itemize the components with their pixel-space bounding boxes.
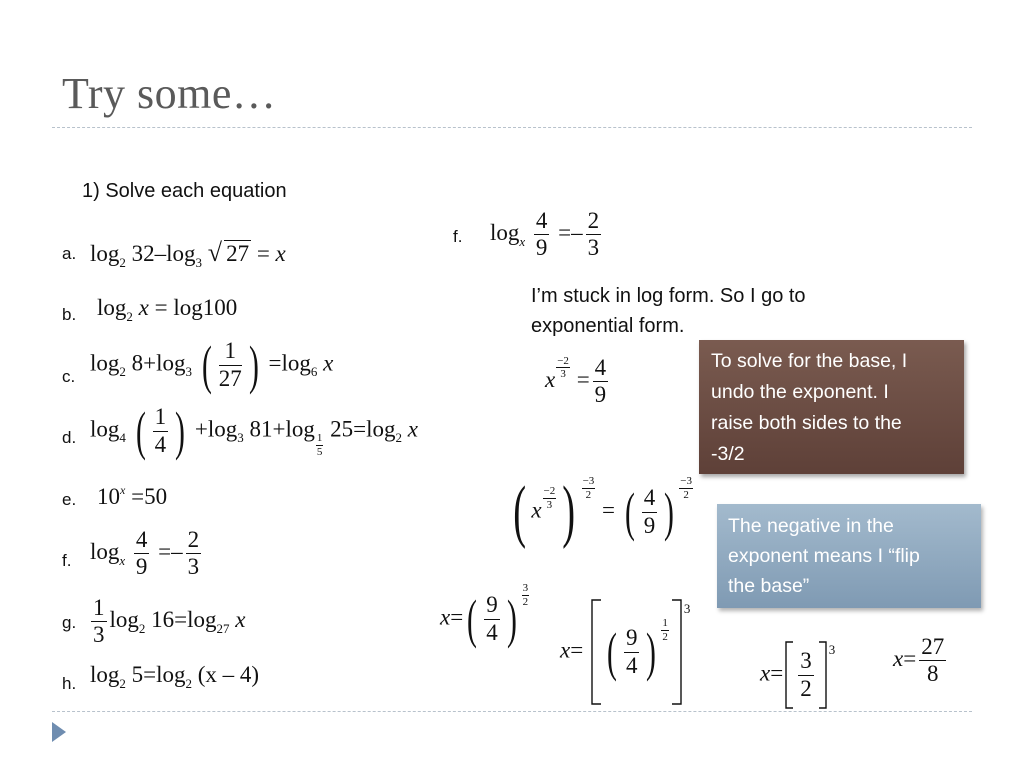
equation-b: $\log_2 x = \log 100$: [97, 295, 238, 324]
equation-f: $\log_x$ $\frac{4}{9}$ =– $\frac{2}{3}$: [90, 527, 200, 580]
right-bracket-small: [817, 640, 829, 710]
final-answer: x= $\frac{27}{8}$: [893, 634, 945, 687]
label-a: a.: [62, 244, 77, 263]
right-bracket: [670, 598, 684, 706]
label-f-worked: f.: [453, 227, 463, 246]
title-divider: [52, 127, 972, 128]
instructions-heading: 1) Solve each equation: [82, 180, 287, 202]
label-b: b.: [62, 305, 77, 324]
equation-g: $\frac{1}{3}$ $\log_2 16=\log_{27}$ x: [93, 595, 246, 648]
callout-undo-exponent: To solve for the base, I undo the exponent. I raise both sides to the -3/2: [699, 340, 964, 474]
equation-d: $\log_4$ ( $\frac{1}{4}$ ) $+\log_3$ 81+log $\frac{1}{5}$ $25=\log_2$ x: [90, 401, 418, 461]
equation-c: $\log_2 8+\log_3$ ( $\frac{1}{27}$ ) $=\log_6$ x: [90, 335, 334, 395]
label-d: d.: [62, 428, 77, 447]
explanation-note: I’m stuck in log form. So I go to exponential form.: [531, 285, 806, 337]
label-g: g.: [62, 613, 77, 632]
cube-step: x= $\frac{3}{2}$ $^3$: [760, 640, 835, 710]
label-f: f.: [62, 551, 72, 570]
callout-flip-base: The negative in the exponent means I “flip the base”: [717, 504, 981, 608]
label-e: e.: [62, 490, 77, 509]
equation-e: 10$^x$ =50: [97, 483, 168, 509]
page-title: Try some…: [62, 69, 277, 118]
left-bracket: [589, 598, 603, 706]
equation-a: $\log_2 32-\log_3$ √ 27 = x: [90, 238, 286, 270]
label-h: h.: [62, 674, 77, 693]
slide-bullet-icon: [52, 722, 66, 742]
label-c: c.: [62, 367, 76, 386]
left-bracket-small: [783, 640, 795, 710]
raised-both-sides: ( x $\frac{-2}{3}$ ) $\frac{-3}{2}$ = ( $\frac{4}{9}$ ) $\frac{-3}{2}$: [513, 473, 692, 550]
worked-equation-f: $\log_x$ $\frac{4}{9}$ =– $\frac{2}{3}$: [490, 208, 600, 261]
equation-h: $\log_2 5=\log_2$ (x – 4): [90, 662, 260, 691]
root-then-cube-step: x= ( $\frac{9}{4}$ ) $\frac{1}{2}$ $^3$: [560, 598, 690, 706]
flipped-base-step: x=( $\frac{9}{4}$ ) $\frac{3}{2}$: [440, 582, 529, 649]
footer-divider: [52, 711, 972, 712]
exponential-form: x $\frac{-2}{3}$ = $\frac{4}{9}$: [545, 355, 607, 408]
